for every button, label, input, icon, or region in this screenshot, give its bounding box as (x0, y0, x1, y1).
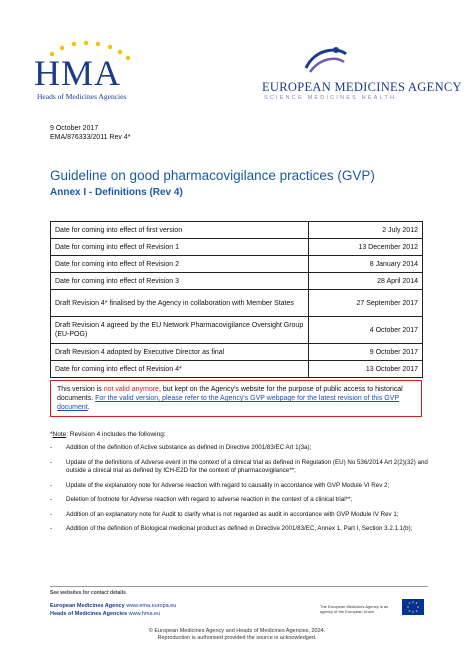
notice-end: . (87, 404, 90, 411)
copyright (120, 628, 354, 642)
copyright-line: © European Medicines Agency and Heads of Medicines Agencies, 2024. (148, 628, 326, 634)
footer-ema-url[interactable]: www.ema.europa.eu (124, 603, 177, 609)
revision-label: Date for coming into effect of Revision 2 (51, 256, 309, 273)
list-item-text: Deletion of footnote for Adverse reaction with regard to adverse reaction in the context of a clinical trial**; (66, 496, 353, 503)
hma-logo-text: HMA (34, 53, 122, 93)
ema-logo-name: EUROPEAN MEDICINES AGENCY (262, 80, 462, 94)
notice-text: This version is (57, 386, 104, 393)
ema-logo-tagline: SCIENCE MEDICINES HEALTH (264, 95, 397, 101)
revision-label: Draft Revision 4* finalised by the Agency in collaboration with Member States (51, 290, 309, 317)
revision-label: Date for coming into effect of first version (51, 222, 309, 239)
revision-date: 28 April 2014 (309, 273, 423, 290)
ema-swirl-icon (300, 40, 350, 80)
hma-logo-subtitle: Heads of Medicines Agencies (37, 92, 127, 101)
revision-date: 27 September 2017 (309, 290, 423, 317)
table-row (51, 256, 423, 273)
list-item-text: Addition of the definition of Biological medicinal product as defined in Directive 2001/83/EC, Annex 1, Part I, Section 3.2.1.1(b); (66, 525, 413, 532)
revision-label: Draft Revision 4 agreed by the EU Network Pharmacovigilance Oversight Group (EU-POG) (51, 317, 309, 344)
footer-ema-name: European Medicines Agency (50, 603, 125, 609)
valid-version-link[interactable]: For the valid version, please refer to the Agency's GVP webpage for the latest revision of this GVP document (57, 395, 400, 411)
document-date: 9 October 2017 (50, 125, 99, 132)
eu-agency-statement: The European Medicines Agency is an agency of the European Union (320, 604, 389, 614)
obsolete-version-notice (50, 380, 422, 417)
footer-hma-url[interactable]: www.hma.eu (127, 611, 161, 617)
table-row (51, 222, 423, 239)
page-subtitle: Annex I - Definitions (Rev 4) (50, 187, 183, 198)
footer-hma (50, 611, 160, 617)
eu-flag-icon (402, 599, 424, 615)
table-row (51, 239, 423, 256)
list-item: - Update of the explanatory note for Adverse reaction with regard to causality in accordance with GVP Module VI Rev 2; (50, 482, 428, 491)
document-reference: EMA/876333/2011 Rev 4* (50, 134, 131, 141)
not-valid-text: not valid anymore (103, 386, 159, 393)
list-item-text: Update of the explanatory note for Adverse reaction with regard to causality in accordance with GVP Module VI Rev 2; (66, 481, 390, 489)
note-heading (50, 431, 166, 438)
notice-text: , but kept on the Agency's website for the purpose of public access to historical documents. (57, 386, 403, 402)
contact-details-note: See websites for contact details (50, 590, 126, 596)
list-item-text: Update of the definitions of Adverse event in the context of a clinical trial as defined in Regulation (EU) No 536/2014 Art 2(2)(32) and outside a clinical trial as defined by ICH-E2D for the context of pharmacovigilance**; (66, 458, 428, 474)
table-row (51, 317, 423, 344)
table-row (51, 344, 423, 361)
list-item-text: Addition of an explanatory note for Audit to clarify what is not regarded as audit in accordance with GVP Module IV Rev 1; (66, 510, 399, 518)
note-text: : Revision 4 includes the following: (66, 431, 166, 438)
list-item: - Deletion of footnote for Adverse reaction with regard to adverse reaction in the context of a clinical trial**; (50, 496, 428, 505)
note-label: Note (52, 431, 67, 438)
footer-hma-name: Heads of Medicines Agencies (50, 611, 128, 617)
list-item: - Addition of the definition of Active substance as defined in Directive 2001/83/EC Art 1(3a); (50, 444, 428, 453)
note-star: * (50, 431, 53, 438)
list-item: - Update of the definitions of Adverse event in the context of a clinical trial as defined in Regulation (EU) No 536/2014 Art 2(2)(32) and outside a clinical trial as defined by ICH-E2D for the context of pharmacovigilance**; (50, 458, 428, 474)
footer-divider (50, 586, 428, 587)
table-row (51, 273, 423, 290)
revision-date: 4 October 2017 (309, 317, 423, 344)
revision-date: 9 October 2017 (309, 344, 423, 361)
revision-label: Date for coming into effect of Revision 3 (51, 273, 309, 290)
list-item: - Addition of the definition of Biological medicinal product as defined in Directive 2001/83/EC, Annex 1, Part I, Section 3.2.1.1(b); (50, 525, 428, 534)
footer-ema (50, 603, 176, 609)
revision-label: Date for coming into effect of Revision 1 (51, 239, 309, 256)
revision-history-table (50, 221, 423, 378)
revision-label: Date for coming into effect of Revision 4* (51, 361, 309, 378)
revision-date: 13 October 2017 (309, 361, 423, 378)
table-row (51, 290, 423, 317)
revision-date: 13 December 2012 (309, 239, 423, 256)
reproduction-line: Reproduction is authorised provided the source is acknowledged. (157, 635, 317, 641)
revision-date: 2 July 2012 (309, 222, 423, 239)
document-meta (50, 124, 130, 142)
list-item-text: Addition of the definition of Active substance as defined in Directive 2001/83/EC Art 1(3a); (66, 444, 312, 451)
list-item: - Addition of an explanatory note for Audit to clarify what is not regarded as audit in accordance with GVP Module IV Rev 1; (50, 511, 428, 520)
page-title: Guideline on good pharmacovigilance practices (GVP) (50, 168, 375, 183)
revision-notes-list (50, 444, 428, 540)
revision-date: 8 January 2014 (309, 256, 423, 273)
table-row (51, 361, 423, 378)
revision-label: Draft Revision 4 adopted by Executive Director as final (51, 344, 309, 361)
